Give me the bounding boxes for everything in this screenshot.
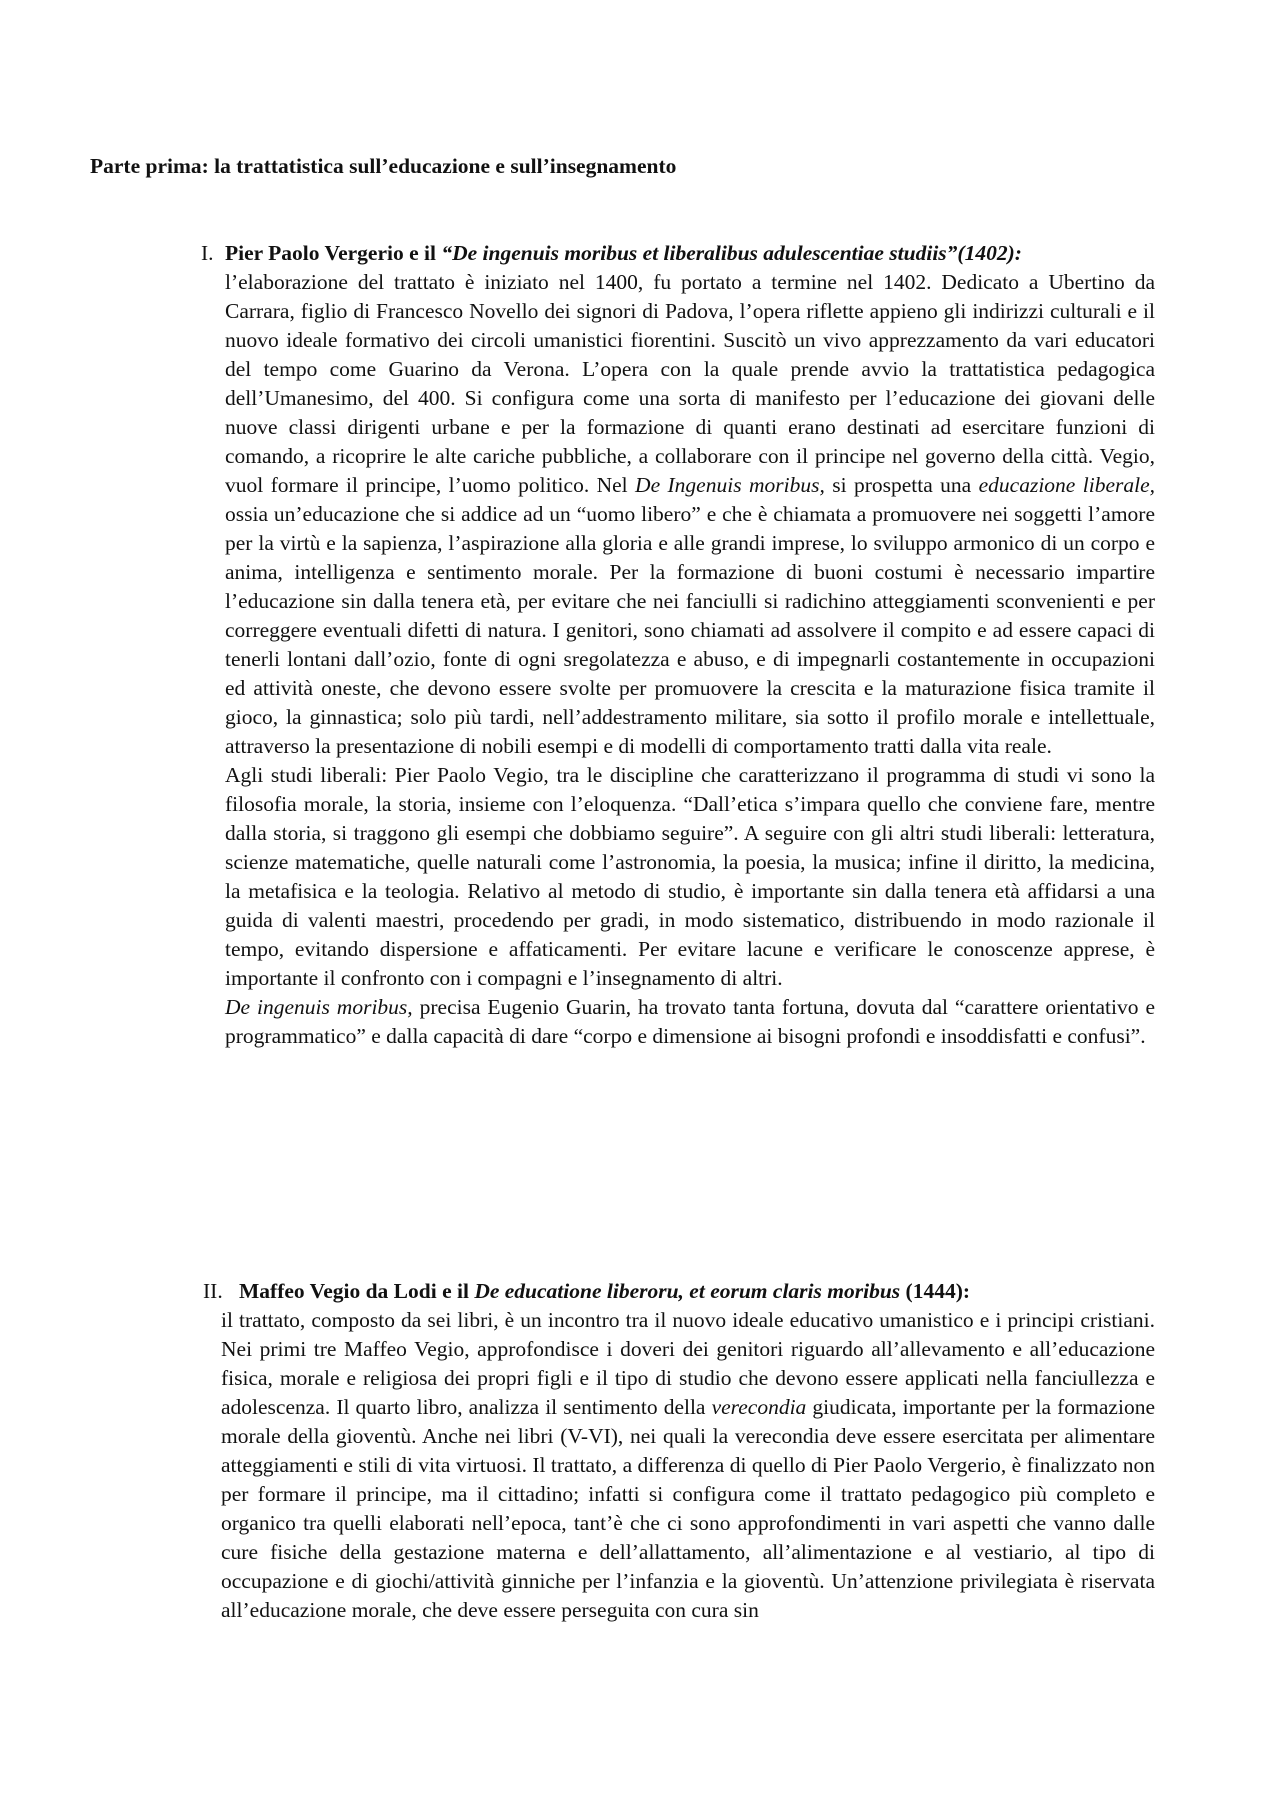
title-year: (1444):	[900, 1279, 971, 1303]
section-maffeo-vegio	[203, 1277, 1155, 1625]
section-vergerio	[203, 239, 1155, 1051]
page-heading: Parte prima: la trattatistica sull’educazione e sull’insegnamento	[90, 154, 677, 178]
title-author: Maffeo Vegio da Lodi e il	[239, 1279, 475, 1303]
text-run: ossia un’educazione che si addice ad un “uomo libero” e che è chiamata a promuovere nei soggetti l’amore per la virtù e la sapienza, l’aspirazione alla gloria e alle grandi imprese, lo sviluppo armonico di un corpo e anima, intelligenza e sentimento morale. Per la formazione di buoni costumi è necessario impartire l’educazione sin dalla tenera età, per evitare che nei fanciulli si radichino atteggiamenti sconvenienti e per correggere eventuali difetti di natura. I genitori, sono chiamati ad assolvere il compito e ad essere capaci di tenerli lontani dall’ozio, fonte di ogni sregolatezza e abuso, e di impegnarli costantemente in occupazioni ed attività oneste, che devono essere svolte per promuovere la crescita e la maturazione fisica tramite il gioco, la ginnastica; solo più tardi, nell’addestramento militare, sia sotto il profilo morale e intellettuale, attraverso la presentazione di nobili esempi e di modelli di comportamento tratti dalla vita reale.	[225, 502, 1155, 758]
text-run: si prospetta una	[824, 473, 979, 497]
paragraph	[221, 1306, 1155, 1625]
italic-text: verecondia	[711, 1395, 807, 1419]
section-title	[203, 239, 1155, 268]
section-numeral: II.	[203, 1279, 223, 1303]
title-work: De educatione liberoru, et eorum claris moribus	[474, 1279, 901, 1303]
title-work: “De ingenuis moribus et liberalibus adulescentiae studiis”(1402):	[441, 241, 1022, 265]
italic-text: De Ingenuis moribus,	[635, 473, 825, 497]
paragraph: Agli studi liberali: Pier Paolo Vegio, tra le discipline che caratterizzano il programma di studi vi sono la filosofia morale, la storia, insieme con l’eloquenza. “Dall’etica s’impara quello che conviene fare, mentre dalla storia, si traggono gli esempi che dobbiamo seguire”. A seguire con gli altri studi liberali: letteratura, scienze matematiche, quelle naturali come l’astronomia, la poesia, la musica; infine il diritto, la medicina, la metafisica e la teologia. Relativo al metodo di studio, è importante sin dalla tenera età affidarsi a una guida di valenti maestri, procedendo per gradi, in modo sistematico, distribuendo in modo razionale il tempo, evitando dispersione e affaticamenti. Per evitare lacune e verificare le conoscenze apprese, è importante il confronto con i compagni e l’insegnamento di altri.	[225, 763, 1155, 990]
section-body	[203, 268, 1155, 1051]
title-author: Pier Paolo Vergerio e il	[225, 241, 442, 265]
text-run: giudicata, importante per la formazione morale della gioventù. Anche nei libri (V-VI), nei quali la verecondia deve essere esercitata per alimentare atteggiamenti e stili di vita virtuosi. Il trattato, a differenza di quello di Pier Paolo Vergerio, è finalizzato non per formare il principe, ma il cittadino; infatti si configura come il trattato pedagogico più completo e organico tra quelli elaborati nell’epoca, tant’è che ci sono approfondimenti in vari aspetti che vanno dalle cure fisiche della gestazione materna e dell’allattamento, all’alimentazione e al vestiario, al tipo di occupazione e di giochi/attività ginniche per l’infanzia e la gioventù. Un’attenzione privilegiata è riservata all’educazione morale, che deve essere perseguita con cura sin	[221, 1395, 1155, 1622]
section-title	[203, 1277, 1155, 1306]
text-run: precisa Eugenio Guarin, ha trovato tanta fortuna, dovuta dal “carattere orientativo e programmatico” e dalla capacità di dare “corpo e dimensione ai bisogni profondi e insoddisfatti e confusi”.	[225, 995, 1155, 1048]
section-numeral: I.	[201, 241, 214, 265]
italic-text: De ingenuis moribus,	[225, 995, 413, 1019]
italic-text: educazione liberale,	[978, 473, 1155, 497]
text-run: il trattato, composto da sei libri, è un incontro tra il nuovo ideale educativo umanistico e i principi cristiani. Nei primi tre Maffeo Vegio, approfondisce i doveri dei genitori riguardo all’allevamento e all’educazione fisica, morale e religiosa dei propri figli e il tipo di studio che devono essere applicati nella fanciullezza e adolescenza. Il quarto libro, analizza il sentimento della	[221, 1308, 1155, 1419]
section-body	[203, 1306, 1155, 1625]
paragraph	[225, 268, 1155, 761]
paragraph	[225, 993, 1155, 1051]
text-run: l’elaborazione del trattato è iniziato nel 1400, fu portato a termine nel 1402. Dedicato a Ubertino da Carrara, figlio di Francesco Novello dei signori di Padova, l’opera riflette appieno gli indirizzi culturali e il nuovo ideale formativo dei circoli umanistici fiorentini. Suscitò un vivo apprezzamento da vari educatori del tempo come Guarino da Verona. L’opera con la quale prende avvio la trattatistica pedagogica dell’Umanesimo, del 400. Si configura come una sorta di manifesto per l’educazione dei giovani delle nuove classi dirigenti urbane e per la formazione di quanti erano destinati ad esercitare funzioni di comando, a ricoprire le alte cariche pubbliche, a collaborare con il principe nel governo della città. Vegio, vuol formare il principe, l’uomo politico. Nel	[225, 270, 1155, 497]
